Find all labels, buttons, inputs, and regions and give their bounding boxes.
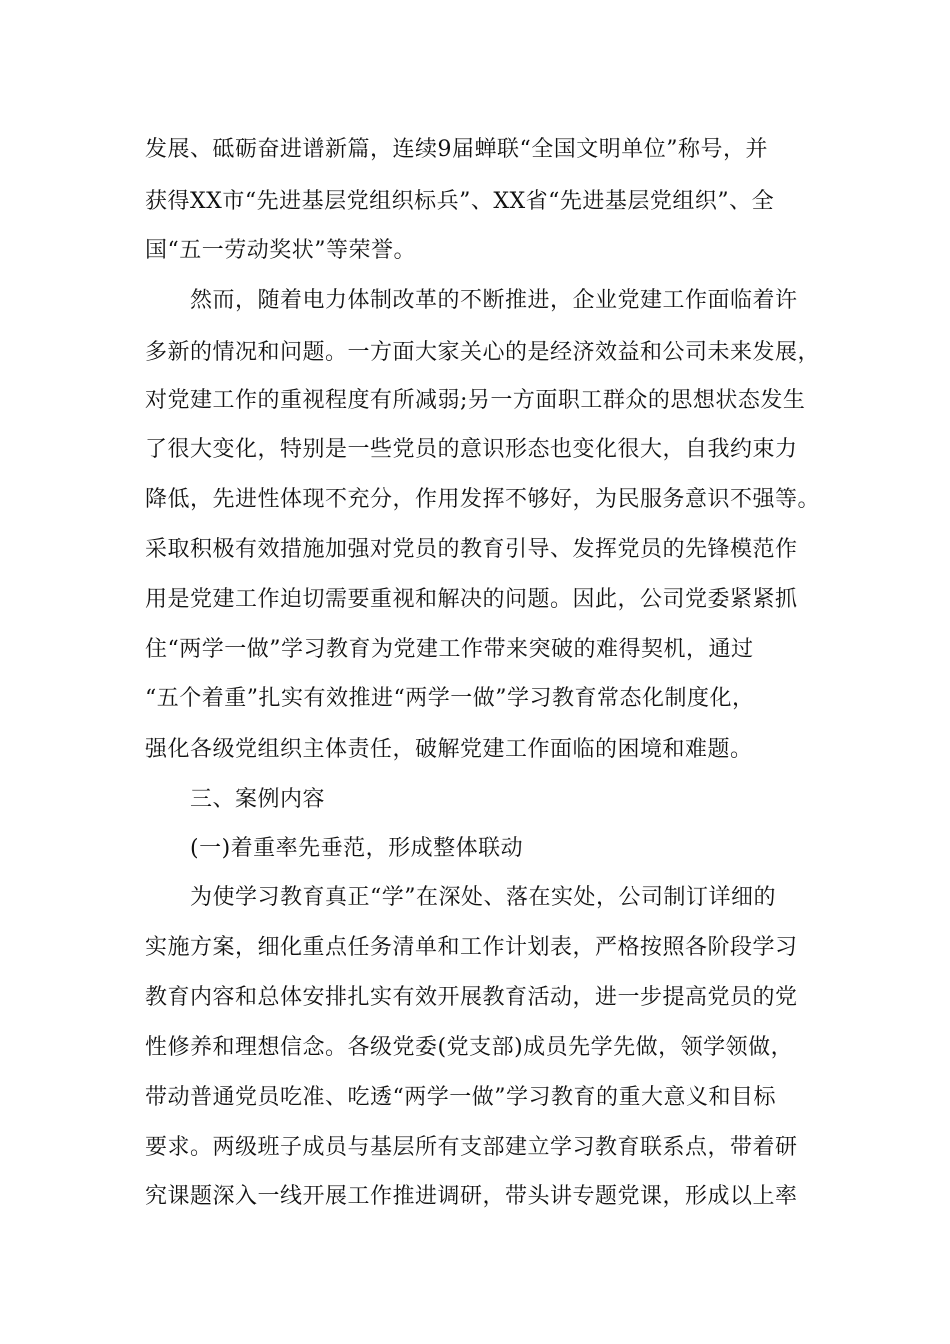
text-line: 降低，先进性体现不充分，作用发挥不够好，为民服务意识不强等。 [145, 487, 821, 512]
text-line: 住“两学一做”学习教育为党建工作带来突破的难得契机，通过 [145, 637, 754, 662]
text-line: 实施方案，细化重点任务清单和工作计划表，严格按照各阶段学习 [145, 935, 798, 960]
text-line: 性修养和理想信念。各级党委(党支部)成员先学先做，领学领做， [145, 1035, 794, 1060]
text-line: 强化各级党组织主体责任，破解党建工作面临的困境和难题。 [145, 737, 753, 762]
section-heading: 三、案例内容 [190, 787, 326, 812]
text-line: 带动普通党员吃准、吃透“两学一做”学习教育的重大意义和目标 [145, 1085, 776, 1110]
text-line: “五个着重”扎实有效推进“两学一做”学习教育常态化制度化， [145, 686, 755, 711]
text-line: 用是党建工作迫切需要重视和解决的问题。因此，公司党委紧紧抓 [145, 587, 798, 612]
text-line: 发展、砥砺奋进谱新篇，连续9届蝉联“全国文明单位”称号，并 [145, 137, 768, 162]
text-line: 教育内容和总体安排扎实有效开展教育活动，进一步提高党员的党 [145, 985, 798, 1010]
text-line: 采取积极有效措施加强对党员的教育引导、发挥党员的先锋模范作 [145, 537, 798, 562]
text-line: 要求。两级班子成员与基层所有支部建立学习教育联系点，带着研 [145, 1135, 798, 1160]
subsection-heading: (一)着重率先垂范，形成整体联动 [190, 836, 524, 861]
text-line: 究课题深入一线开展工作推进调研，带头讲专题党课，形成以上率 [145, 1184, 798, 1209]
text-line: 然而，随着电力体制改革的不断推进，企业党建工作面临着许 [190, 288, 798, 313]
text-line: 多新的情况和问题。一方面大家关心的是经济效益和公司未来发展， [145, 340, 821, 365]
text-line: 获得XX市“先进基层党组织标兵”、XX省“先进基层党组织”、全 [145, 189, 775, 214]
text-line: 国“五一劳动奖状”等荣誉。 [145, 238, 416, 263]
text-line: 为使学习教育真正“学”在深处、落在实处，公司制订详细的 [190, 885, 776, 910]
text-line: 了很大变化，特别是一些党员的意识形态也变化很大，自我约束力 [145, 437, 798, 462]
text-line: 对党建工作的重视程度有所减弱;另一方面职工群众的思想状态发生 [145, 388, 806, 413]
